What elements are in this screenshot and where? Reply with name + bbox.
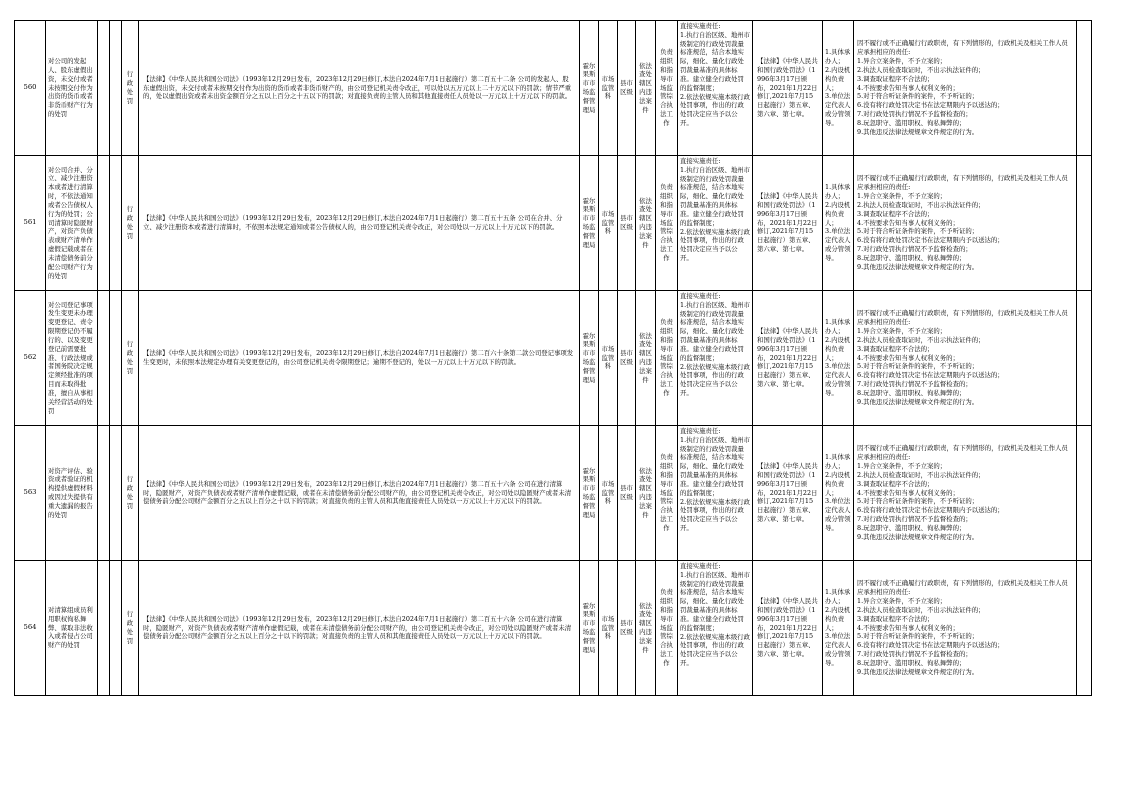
category-cell: 行政处罚 [122,21,139,156]
direct-responsibility-cell: 直接实施责任: 1.执行自治区级、地州市级制定的行政处罚裁量标准规范，结合本地实际，细化、量化行政处罚裁量基准的具体标准。建立健全行政处罚的监督制度； 2.依法依规实施本级行政处罚事项，作出的行政处罚决定应当予以公开。 [678,291,753,426]
blank-cell [110,426,122,561]
organize-duty-cell: 负责组织和指导市场监管综合执法工作 [656,291,678,426]
level-cell: 县市区级 [618,291,636,426]
scope-cell: 依法查处辖区内违法案件 [636,291,656,426]
authority-cell: 霍尔果斯市市场监督管理局 [580,561,599,696]
blank-cell [98,291,110,426]
department-cell: 市场监管科 [599,561,618,696]
category-cell: 行政处罚 [122,156,139,291]
organize-duty-cell: 负责组织和指导市场监管综合执法工作 [656,21,678,156]
liability-cell: 因不履行或不正确履行行政职责，有下列情形的，行政机关及相关工作人员应承担相应的责任: 1.异合立案条件，不予立案的； 2.执法人员检查取证时，不出示执法证件的； 3.调查取证程序不合法的； 4.不按要求告知当事人权利义务的； 5.对于符合听证条件的案件，不予听证的； 6.没有将行政处罚决定书在法定期限内予以送达的； 7.对行政处罚执行情况不予监督检查的； 8.玩忽职守、滥用职权、徇私舞弊的； 9.其他违反法律法规规章文件规定的行为。 [854,426,1077,561]
legal-basis-cell: 【法律】《中华人民共和国公司法》（1993年12月29日发布，2023年12月29日修订,本法自2024年7月1日起施行）第二百五十五条 公司在合并、分立、减少注册资本或者进行清算时，不依照本法规定通知或者公告债权人的，由公司登记机关责令改正，对公司处以一万元以上十万元以下的罚款。 [139,156,580,291]
row-number: 564 [15,561,46,696]
remark-cell [1077,291,1092,426]
level-cell: 县市区级 [618,21,636,156]
matter-name-cell: 对公司合并、分立、减少注册资本或者进行清算时，不依法通知或者公告债权人行为的处罚；公司清算时隐匿财产，对资产负债表或财产清单作虚假记载或者在未清偿债务前分配公司财产行为的处罚 [46,156,98,291]
procedure-law-cell: 【法律】《中华人民共和国行政处罚法》（1996年3月17日颁布，2021年1月22日修订,2021年7月15日起施行）第五章、第六章、第七章。 [753,426,823,561]
legal-basis-cell: 【法律】《中华人民共和国公司法》（1993年12月29日发布，2023年12月29日修订,本法自2024年7月1日起施行）第二百五十二条 公司的发起人、股东虚假出资，未交付或者未按期交付作为出资的货币或者非货币财产的，由公司登记机关责令改正，可以处以五万元以上二十万元以下的罚款；情节严重的，处以虚假出资或者未出资金额百分之五以上百分之十五以下的罚款；对直接负责的主管人员和其他直接责任人员处以一万元以上十万元以下的罚款。 [139,21,580,156]
blank-cell [98,426,110,561]
blank-cell [110,291,122,426]
department-cell: 市场监管科 [599,156,618,291]
table-row [15,291,1092,426]
authority-cell: 霍尔果斯市市场监督管理局 [580,156,599,291]
remark-cell [1077,426,1092,561]
power-list-sheet [14,20,1091,696]
level-cell: 县市区级 [618,156,636,291]
table-row [15,561,1092,696]
scope-cell: 依法查处辖区内违法案件 [636,561,656,696]
direct-responsibility-cell: 直接实施责任: 1.执行自治区级、地州市级制定的行政处罚裁量标准规范，结合本地实际，细化、量化行政处罚裁量基准的具体标准。建立健全行政处罚的监督制度； 2.依法依规实施本级行政处罚事项，作出的行政处罚决定应当予以公开。 [678,21,753,156]
remark-cell [1077,561,1092,696]
liability-cell: 因不履行或不正确履行行政职责，有下列情形的，行政机关及相关工作人员应承担相应的责任: 1.异合立案条件，不予立案的； 2.执法人员检查取证时，不出示执法证件的； 3.调查取证程序不合法的； 4.不按要求告知当事人权利义务的； 5.对于符合听证条件的案件，不予听证的； 6.没有将行政处罚决定书在法定期限内予以送达的； 7.对行政处罚执行情况不予监督检查的； 8.玩忽职守、滥用职权、徇私舞弊的； 9.其他违反法律法规规章文件规定的行为。 [854,291,1077,426]
table-row [15,156,1092,291]
category-cell: 行政处罚 [122,426,139,561]
row-number: 562 [15,291,46,426]
scope-cell: 依法查处辖区内违法案件 [636,21,656,156]
blank-cell [110,21,122,156]
department-cell: 市场监管科 [599,291,618,426]
organize-duty-cell: 负责组织和指导市场监管综合执法工作 [656,561,678,696]
liability-cell: 因不履行或不正确履行行政职责，有下列情形的，行政机关及相关工作人员应承担相应的责任: 1.异合立案条件，不予立案的； 2.执法人员检查取证时，不出示执法证件的； 3.调查取证程序不合法的； 4.不按要求告知当事人权利义务的； 5.对于符合听证条件的案件，不予听证的； 6.没有将行政处罚决定书在法定期限内予以送达的； 7.对行政处罚执行情况不予监督检查的； 8.玩忽职守、滥用职权、徇私舞弊的； 9.其他违反法律法规规章文件规定的行为。 [854,156,1077,291]
scope-cell: 依法查处辖区内违法案件 [636,156,656,291]
blank-cell [98,156,110,291]
responsible-subject-cell: 1.具体承办人； 2.内设机构负责人； 3.单位法定代表人或分管领导。 [823,561,854,696]
organize-duty-cell: 负责组织和指导市场监管综合执法工作 [656,426,678,561]
responsible-subject-cell: 1.具体承办人； 2.内设机构负责人； 3.单位法定代表人或分管领导。 [823,426,854,561]
row-number: 560 [15,21,46,156]
department-cell: 市场监管科 [599,426,618,561]
legal-basis-cell: 【法律】《中华人民共和国公司法》（1993年12月29日发布，2023年12月29日修订,本法自2024年7月1日起施行）第二百五十六条 公司在进行清算时，隐匿财产，对资产负债表或者财产清单作虚假记载，或者在未清偿债务前分配公司财产的，由公司登记机关责令改正，对公司处以隐匿财产或者未清偿债务前分配公司财产金额百分之五以上百分之十以下的罚款；对直接负责的主管人员和其他直接责任人员处以一万元以上十万元以下的罚款。 [139,426,580,561]
liability-cell: 因不履行或不正确履行行政职责，有下列情形的，行政机关及相关工作人员应承担相应的责任: 1.异合立案条件，不予立案的； 2.执法人员检查取证时，不出示执法证件的； 3.调查取证程序不合法的； 4.不按要求告知当事人权利义务的； 5.对于符合听证条件的案件，不予听证的； 6.没有将行政处罚决定书在法定期限内予以送达的； 7.对行政处罚执行情况不予监督检查的； 8.玩忽职守、滥用职权、徇私舞弊的； 9.其他违反法律法规规章文件规定的行为。 [854,21,1077,156]
category-cell: 行政处罚 [122,291,139,426]
level-cell: 县市区级 [618,426,636,561]
procedure-law-cell: 【法律】《中华人民共和国行政处罚法》（1996年3月17日颁布，2021年1月22日修订,2021年7月15日起施行）第五章、第六章、第七章。 [753,561,823,696]
matter-name-cell: 对公司登记事项发生变更未办理变更登记、责令限期登记仍不履行的、以及变更登记前需要批准、行政法规或者国务院决定规定须经批准的项目而未取得批准，擅自从事相关经营活动的处罚 [46,291,98,426]
legal-basis-cell: 【法律】《中华人民共和国公司法》（1993年12月29日发布，2023年12月29日修订,本法自2024年7月1日起施行）第二百五十六条 公司在进行清算时，隐匿财产，对资产负债表或者财产清单作虚假记载，或者在未清偿债务前分配公司财产的，由公司登记机关责令改正，对公司处以隐匿财产或者未清偿债务前分配公司财产金额百分之五以上百分之十以下的罚款；对直接负责的主管人员和其他直接责任人员处以一万元以上十万元以下的罚款。 [139,561,580,696]
row-number: 563 [15,426,46,561]
table-body [15,21,1092,696]
category-cell: 行政处罚 [122,561,139,696]
direct-responsibility-cell: 直接实施责任: 1.执行自治区级、地州市级制定的行政处罚裁量标准规范，结合本地实际，细化、量化行政处罚裁量基准的具体标准。建立健全行政处罚的监督制度； 2.依法依规实施本级行政处罚事项，作出的行政处罚决定应当予以公开。 [678,156,753,291]
level-cell: 县市区级 [618,561,636,696]
matter-name-cell: 对公司的发起人、股东虚假出资，未交付或者未按期交付作为出资的货币或者非货币财产行为的处罚 [46,21,98,156]
blank-cell [110,561,122,696]
matter-name-cell: 对清算组成员利用职权徇私舞弊、谋取非法收入或者侵占公司财产的处罚 [46,561,98,696]
table-row [15,21,1092,156]
procedure-law-cell: 【法律】《中华人民共和国行政处罚法》（1996年3月17日颁布，2021年1月22日修订,2021年7月15日起施行）第五章、第六章、第七章。 [753,156,823,291]
remark-cell [1077,21,1092,156]
blank-cell [98,561,110,696]
power-list-table [14,20,1092,696]
matter-name-cell: 对资产评估、验资或者验证的机构提供虚假材料或因过失提供有重大遗漏的报告的处罚 [46,426,98,561]
authority-cell: 霍尔果斯市市场监督管理局 [580,426,599,561]
blank-cell [98,21,110,156]
blank-cell [110,156,122,291]
legal-basis-cell: 【法律】《中华人民共和国公司法》（1993年12月29日发布，2023年12月29日修订,本法自2024年7月1日起施行）第二百六十条第二款公司登记事项发生变更时，未依照本法规定办理有关变更登记的，由公司登记机关责令限期登记；逾期不登记的，处以一万元以上十万元以下的罚款。 [139,291,580,426]
authority-cell: 霍尔果斯市市场监督管理局 [580,291,599,426]
department-cell: 市场监管科 [599,21,618,156]
procedure-law-cell: 【法律】《中华人民共和国行政处罚法》（1996年3月17日颁布，2021年1月22日修订,2021年7月15日起施行）第五章、第六章、第七章。 [753,291,823,426]
remark-cell [1077,156,1092,291]
direct-responsibility-cell: 直接实施责任: 1.执行自治区级、地州市级制定的行政处罚裁量标准规范，结合本地实际，细化、量化行政处罚裁量基准的具体标准。建立健全行政处罚的监督制度； 2.依法依规实施本级行政处罚事项，作出的行政处罚决定应当予以公开。 [678,426,753,561]
responsible-subject-cell: 1.具体承办人； 2.内设机构负责人； 3.单位法定代表人或分管领导。 [823,291,854,426]
table-row [15,426,1092,561]
scope-cell: 依法查处辖区内违法案件 [636,426,656,561]
responsible-subject-cell: 1.具体承办人； 2.内设机构负责人； 3.单位法定代表人或分管领导。 [823,21,854,156]
procedure-law-cell: 【法律】《中华人民共和国行政处罚法》（1996年3月17日颁布，2021年1月22日修订,2021年7月15日起施行）第五章、第六章、第七章。 [753,21,823,156]
organize-duty-cell: 负责组织和指导市场监管综合执法工作 [656,156,678,291]
row-number: 561 [15,156,46,291]
authority-cell: 霍尔果斯市市场监督管理局 [580,21,599,156]
responsible-subject-cell: 1.具体承办人； 2.内设机构负责人； 3.单位法定代表人或分管领导。 [823,156,854,291]
direct-responsibility-cell: 直接实施责任: 1.执行自治区级、地州市级制定的行政处罚裁量标准规范，结合本地实际，细化、量化行政处罚裁量基准的具体标准。建立健全行政处罚的监督制度； 2.依法依规实施本级行政处罚事项，作出的行政处罚决定应当予以公开。 [678,561,753,696]
liability-cell: 因不履行或不正确履行行政职责，有下列情形的，行政机关及相关工作人员应承担相应的责任: 1.异合立案条件，不予立案的； 2.执法人员检查取证时，不出示执法证件的； 3.调查取证程序不合法的； 4.不按要求告知当事人权利义务的； 5.对于符合听证条件的案件，不予听证的； 6.没有将行政处罚决定书在法定期限内予以送达的； 7.对行政处罚执行情况不予监督检查的； 8.玩忽职守、滥用职权、徇私舞弊的； 9.其他违反法律法规规章文件规定的行为。 [854,561,1077,696]
